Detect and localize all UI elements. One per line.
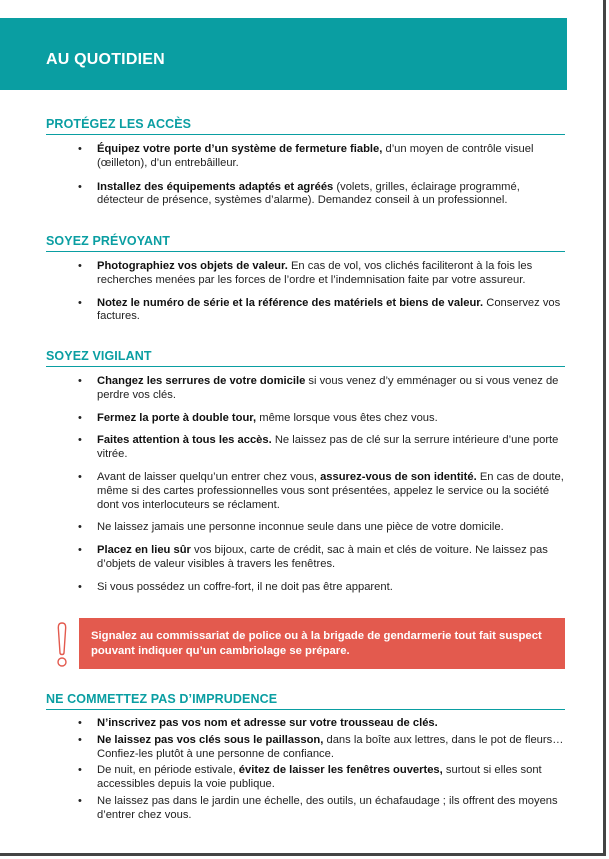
list-item: • Placez en lieu sûr vos bijoux, carte de crédit, sac à main et clés de voiture. Ne laissez pas d’objets de valeur visibles à travers les fenêtres. (46, 544, 565, 572)
list-item: • De nuit, en période estivale, évitez de laisser les fenêtres ouvertes, surtout si elles sont accessibles depuis la voie publique. (46, 764, 565, 792)
list-item: • Fermez la porte à double tour, même lorsque vous êtes chez vous. (46, 412, 565, 426)
exclamation-icon (54, 621, 70, 669)
section-heading: NE COMMETTEZ PAS D’IMPRUDENCE (46, 692, 565, 710)
list-item: • Avant de laisser quelqu’un entrer chez vous, assurez-vous de son identité. En cas de doute, même si des cartes professionnelles vous sont présentées, appelez le service ou la société dont vos interlocuteurs se réclament. (46, 471, 565, 512)
bullet-list (46, 143, 565, 208)
bullet-list (46, 260, 565, 324)
bullet-list (46, 717, 565, 823)
alert-box (79, 618, 565, 669)
section-protegez-les-acces (46, 117, 565, 208)
list-item: • Ne laissez pas vos clés sous le paillasson, dans la boîte aux lettres, dans le pot de fleurs… Confiez-les plutôt à une personne de confiance. (46, 734, 565, 762)
list-item: • Équipez votre porte d’un système de fermeture fiable, d’un moyen de contrôle visuel (œilleton), d’un entrebâilleur. (46, 143, 565, 171)
alert-text: Signalez au commissariat de police ou à la brigade de gendarmerie tout fait suspect pouvant indiquer qu’un cambriolage se prépare. (91, 630, 542, 657)
bullet-list (46, 375, 565, 595)
section-ne-commettez-pas (46, 692, 565, 823)
list-item: • Photographiez vos objets de valeur. En cas de vol, vos clichés faciliteront à la fois les recherches menées par les forces de l’ordre et l’indemnisation faite par votre assureur. (46, 260, 565, 288)
section-soyez-prevoyant (46, 234, 565, 324)
section-soyez-vigilant (46, 349, 565, 595)
list-item: • Faites attention à tous les accès. Ne laissez pas de clé sur la serrure intérieure d’une porte vitrée. (46, 434, 565, 462)
list-item: • Ne laissez pas dans le jardin une échelle, des outils, un échafaudage ; ils offrent des moyens d’entrer chez vous. (46, 795, 565, 823)
section-heading: SOYEZ VIGILANT (46, 349, 565, 367)
list-item: • Si vous possédez un coffre-fort, il ne doit pas être apparent. (46, 581, 565, 595)
list-item: • N’inscrivez pas vos nom et adresse sur votre trousseau de clés. (46, 717, 565, 731)
section-heading: SOYEZ PRÉVOYANT (46, 234, 565, 252)
list-item: • Installez des équipements adaptés et agréés (volets, grilles, éclairage programmé, détecteur de présence, systèmes d’alarme). Demandez conseil à un professionnel. (46, 181, 565, 209)
page-title: AU QUOTIDIEN (46, 51, 165, 68)
list-item: • Ne laissez jamais une personne inconnue seule dans une pièce de votre domicile. (46, 521, 565, 535)
title-banner (0, 18, 567, 90)
section-heading: PROTÉGEZ LES ACCÈS (46, 117, 565, 135)
list-item: • Notez le numéro de série et la référence des matériels et biens de valeur. Conservez vos factures. (46, 297, 565, 325)
list-item: • Changez les serrures de votre domicile si vous venez d’y emménager ou si vous venez de perdre vos clés. (46, 375, 565, 403)
